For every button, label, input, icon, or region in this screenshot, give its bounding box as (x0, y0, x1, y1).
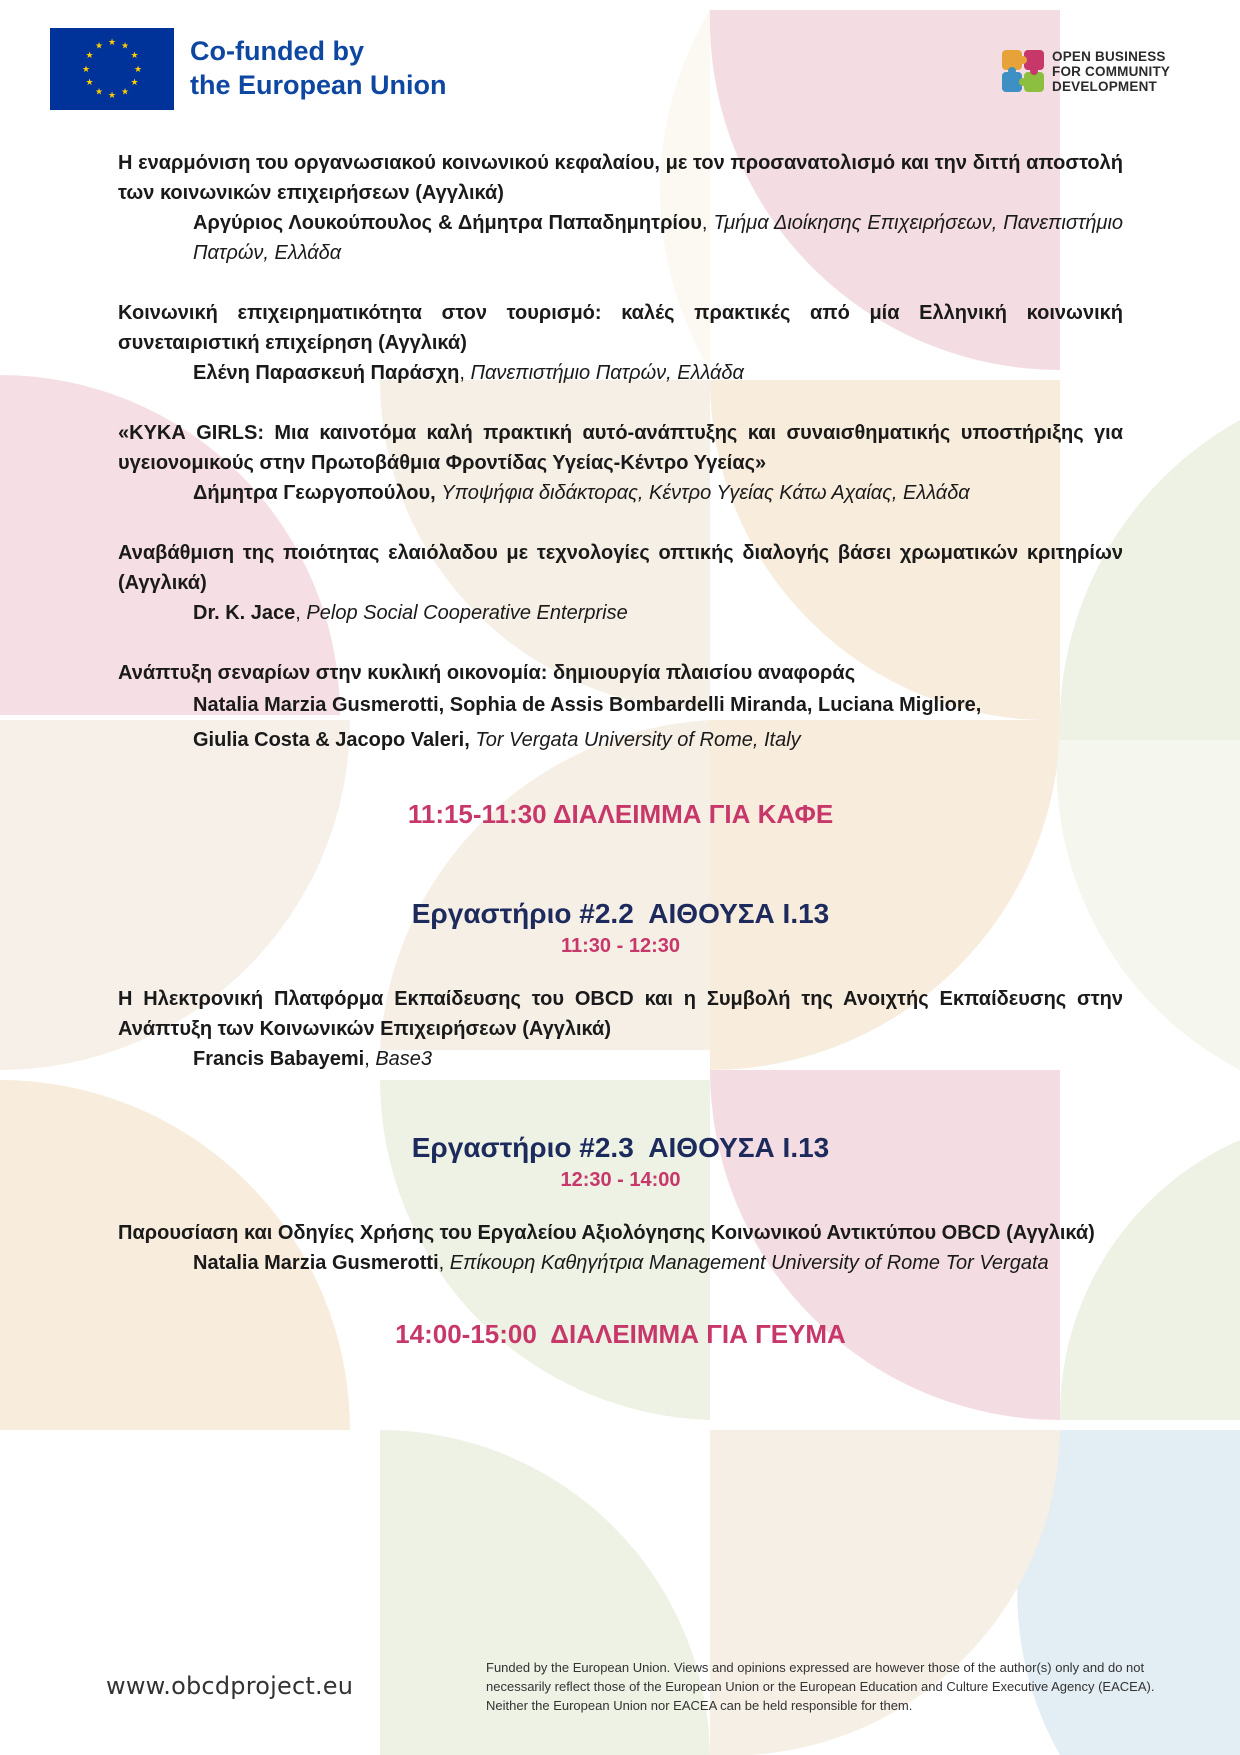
talk-title: Η εναρμόνιση του οργανωσιακού κοινωνικού κεφαλαίου, με τον προσανατολισμό και την διττή αποστολή των κοινωνικών επιχειρήσεων (Αγγλικά) (118, 152, 1123, 204)
author-affiliation: Πανεπιστήμιο Πατρών, Ελλάδα (470, 362, 744, 384)
eu-cofunded-text (190, 34, 447, 102)
talk-title: Η Ηλεκτρονική Πλατφόρμα Εκπαίδευσης του OBCD και η Συμβολή της Ανοιχτής Εκπαίδευσης στην Ανάπτυξη των Κοινωνικών Επιχειρήσεων (Αγγλικά) (118, 988, 1123, 1040)
svg-text:★: ★ (85, 51, 94, 61)
talk-title: Ανάπτυξη σεναρίων στην κυκλική οικονομία: δημιουργία πλαισίου αναφοράς (118, 662, 856, 684)
talk-item (118, 148, 1123, 268)
author-names: Natalia Marzia Gusmerotti (193, 1252, 439, 1274)
workshop-2-3-title: Εργαστήριο #2.3 ΑΙΘΟΥΣΑ Ι.13 (411, 1132, 830, 1163)
talk-title: Παρουσίαση και Οδηγίες Χρήσης του Εργαλείου Αξιολόγησης Κοινωνικού Αντικτύπου OBCD (Αγγλικά) (118, 1222, 1095, 1244)
author-affiliation: Επίκουρη Καθηγήτρια Management University of Rome Tor Vergata (449, 1252, 1049, 1274)
talk-item (118, 418, 1123, 508)
svg-text:★: ★ (81, 65, 91, 75)
talk-authors: Ελένη Παρασκευή Παράσχη, Πανεπιστήμιο Πατρών, Ελλάδα (193, 362, 744, 384)
author-affiliation: Τμήμα Διοίκησης Επιχειρήσεων, Πανεπιστήμιο Πατρών, Ελλάδα (193, 212, 1124, 264)
svg-text:★: ★ (94, 87, 104, 98)
svg-text:★: ★ (107, 91, 117, 101)
talk-item (118, 538, 1123, 628)
talk-authors: Natalia Marzia Gusmerotti, Επίκουρη Καθηγήτρια Management University of Rome Tor Vergata (193, 1252, 1049, 1274)
obcd-line-1: OPEN BUSINESS (1052, 49, 1166, 64)
author-names-line-1: Natalia Marzia Gusmerotti, Sophia de Assis Bombardelli Miranda, Luciana Migliore, (193, 694, 982, 716)
svg-text:★: ★ (130, 78, 139, 88)
workshop-2-2-title: Εργαστήριο #2.2 ΑΙΘΟΥΣΑ Ι.13 (411, 898, 830, 929)
funding-disclaimer: Funded by the European Union. Views and opinions expressed are however those of the author(s) only and do not necessarily reflect those of the European Union or the European Education and Culture Executive Agency (EACEA). Neither the European Union nor EACEA can be held responsible for them. (486, 1660, 1155, 1713)
talk-title: Αναβάθμιση της ποιότητας ελαιόλαδου με τεχνολογίες οπτικής διαλογής βάσει χρωματικών κριτηρίων (Αγγλικά) (118, 542, 1123, 594)
author-names: Francis Babayemi (193, 1048, 365, 1070)
talk-authors (118, 478, 1123, 508)
svg-text:★: ★ (107, 38, 117, 48)
author-affiliation: Base3 (375, 1048, 433, 1070)
talk-authors (118, 688, 1123, 758)
lunch-break-heading: 14:00-15:00 ΔΙΑΛΕΙΜΜΑ ΓΙΑ ΓΕΥΜΑ (395, 1319, 846, 1349)
author-affiliation: Υποψήφια διδάκτορας, Κέντρο Υγείας Κάτω Αχαίας, Ελλάδα (441, 482, 970, 504)
author-affiliation: Tor Vergata University of Rome, Italy (475, 729, 801, 751)
eu-line-1: Co-funded by (190, 36, 364, 66)
svg-text:★: ★ (85, 78, 94, 88)
svg-text:★: ★ (133, 65, 143, 75)
programme-content (118, 148, 1123, 1352)
eu-line-2: the European Union (190, 70, 447, 100)
talk-item (118, 298, 1123, 388)
talk-title: Κοινωνική επιχειρηματικότητα στον τουρισμό: καλές πρακτικές από μία Ελληνική κοινωνική συνεταιριστική επιχείρηση (Αγγλικά) (118, 302, 1123, 354)
talk-item (118, 984, 1123, 1074)
author-names: Ελένη Παρασκευή Παράσχη (193, 362, 460, 384)
svg-text:★: ★ (120, 41, 130, 52)
author-names: Αργύριος Λουκούπουλος & Δήμητρα Παπαδημητρίου (193, 212, 702, 234)
obcd-puzzle-logo (1000, 48, 1046, 94)
talk-item (118, 658, 1123, 758)
obcd-logo-text (1052, 49, 1170, 94)
talk-authors: Francis Babayemi, Base3 (193, 1048, 433, 1070)
svg-text:★: ★ (120, 87, 130, 98)
talk-authors: Αργύριος Λουκούπουλος & Δήμητρα Παπαδημητρίου, Τμήμα Διοίκησης Επιχειρήσεων, Πανεπιστήμιο Πατρών, Ελλάδα (193, 212, 1124, 264)
workshop-2-2-time: 11:30 - 12:30 (561, 935, 680, 957)
author-names: Dr. K. Jace (193, 602, 296, 624)
svg-text:★: ★ (130, 51, 139, 61)
workshop-2-3-time: 12:30 - 14:00 (560, 1169, 681, 1191)
svg-text:★: ★ (94, 41, 104, 52)
coffee-break-heading: 11:15-11:30 ΔΙΑΛΕΙΜΜΑ ΓΙΑ ΚΑΦΕ (407, 799, 834, 829)
talk-authors: Dr. K. Jace, Pelop Social Cooperative Enterprise (193, 602, 628, 624)
obcd-line-2: FOR COMMUNITY (1052, 64, 1171, 79)
talk-item (118, 1218, 1123, 1278)
website-link[interactable]: www.obcdproject.eu (106, 1672, 354, 1700)
obcd-line-3: DEVELOPMENT (1052, 79, 1157, 94)
talk-title: «ΚΥΚΑ GIRLS: Μια καινοτόμα καλή πρακτική αυτό-ανάπτυξης και συναισθηματικής υποστήριξης για υγειονομικούς στην Πρωτοβάθμια Φροντίδας Υγείας-Κέντρο Υγείας» (118, 422, 1123, 474)
author-names-line-2: Giulia Costa & Jacopo Valeri, (193, 729, 470, 751)
author-names: Δήμητρα Γεωργοπούλου, (193, 482, 436, 504)
author-affiliation: Pelop Social Cooperative Enterprise (306, 602, 628, 624)
eu-flag-logo (50, 28, 174, 110)
